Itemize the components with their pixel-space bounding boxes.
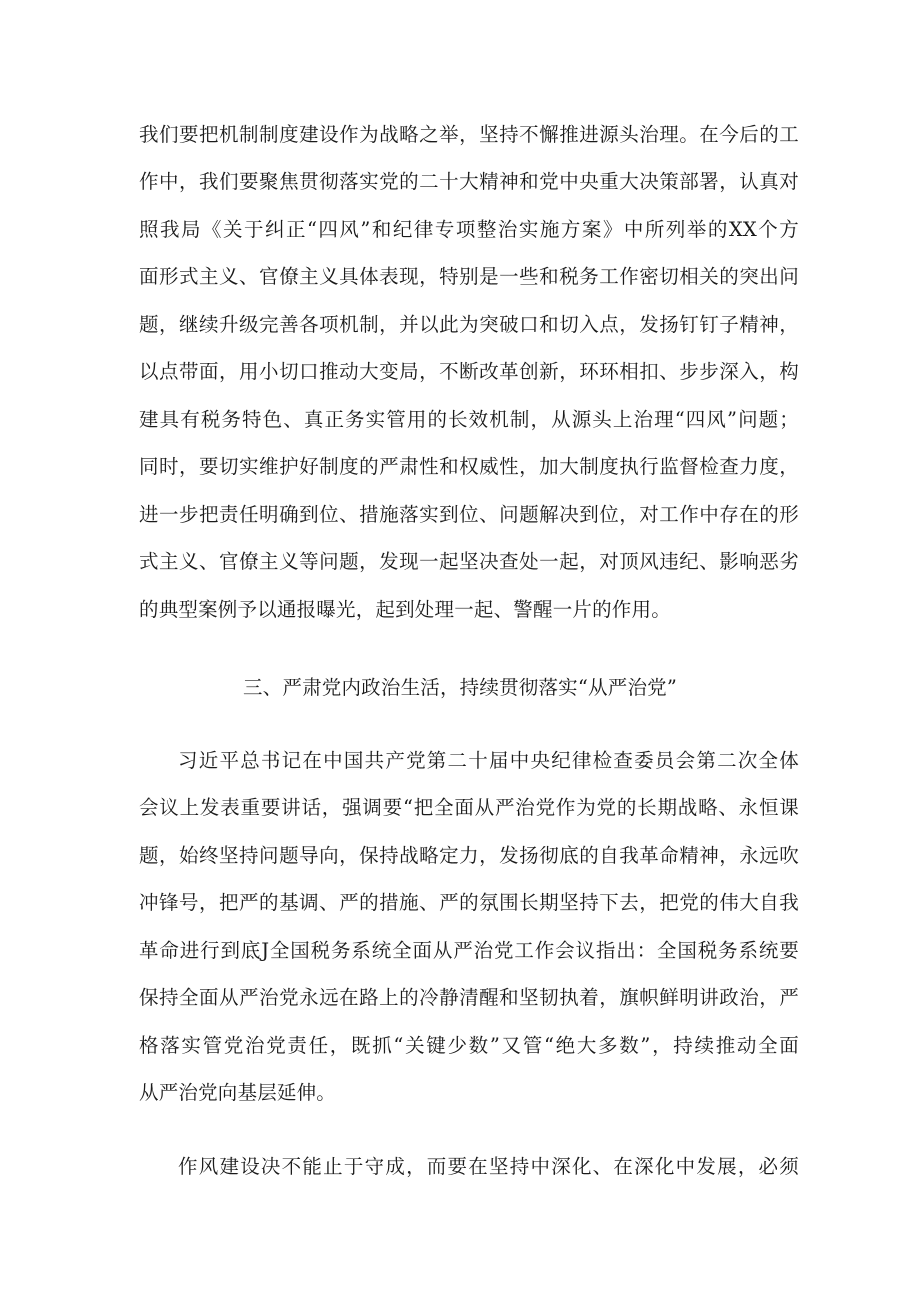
text-line: 题，始终坚持问题导向，保持战略定力，发扬彻底的自我革命精神，永远吹 [139, 844, 799, 867]
text-line: 革命进行到底J全国税务系统全面从严治党工作会议指出：全国税务系统要 [139, 939, 799, 962]
text-line: 题，继续升级完善各项机制，并以此为突破口和切入点，发扬钉钉子精神， [139, 313, 799, 336]
text-line: 进一步把责任明确到位、措施落实到位、问题解决到位，对工作中存在的形 [139, 503, 799, 526]
text-line: 习近平总书记在中国共产党第二十届中央纪律检查委员会第二次全体 [178, 749, 799, 772]
text-line: 作风建设决不能止于守成，而要在坚持中深化、在深化中发展，必须 [178, 1155, 799, 1178]
text-line: 格落实管党治党责任，既抓“关键少数”又管“绝大多数”，持续推动全面 [139, 1034, 799, 1057]
text-line: 冲锋号，把严的基调、严的措施、严的氛围长期坚持下去，把党的伟大自我 [139, 891, 799, 914]
text-line: 面形式主义、官僚主义具体表现，特别是一些和税务工作密切相关的突出问 [139, 265, 799, 288]
text-line: 作中，我们要聚焦贯彻落实党的二十大精神和党中央重大决策部署，认真对 [139, 170, 799, 193]
text-line: 照我局《关于纠正“四风”和纪律专项整治实施方案》中所列举的XX个方 [139, 218, 799, 241]
text-line: 会议上发表重要讲话，强调要“把全面从严治党作为党的长期战略、永恒课 [139, 796, 799, 819]
text-line: 以点带面，用小切口推动大变局，不断改革创新，环环相扣、步步深入，构 [139, 360, 799, 383]
text-line: 的典型案例予以通报曝光，起到处理一起、警醒一片的作用。 [139, 598, 671, 621]
text-line: 从严治党向基层延伸。 [139, 1081, 337, 1104]
text-line: 我们要把机制制度建设作为战略之举，坚持不懈推进源头治理。在今后的工 [139, 123, 799, 146]
text-line: 保持全面从严治党永远在路上的冷静清醒和坚韧执着，旗帜鲜明讲政治，严 [139, 986, 799, 1009]
text-line: 式主义、官僚主义等问题，发现一起坚决查处一起，对顶风违纪、影响恶劣 [139, 550, 799, 573]
section-heading: 三、严肃党内政治生活，持续贯彻落实“从严治党” [242, 676, 678, 699]
text-line: 建具有税务特色、真正务实管用的长效机制，从源头上治理“四风”问题； [139, 408, 799, 431]
text-line: 同时，要切实维护好制度的严肃性和权威性，加大制度执行监督检查力度， [139, 455, 799, 478]
